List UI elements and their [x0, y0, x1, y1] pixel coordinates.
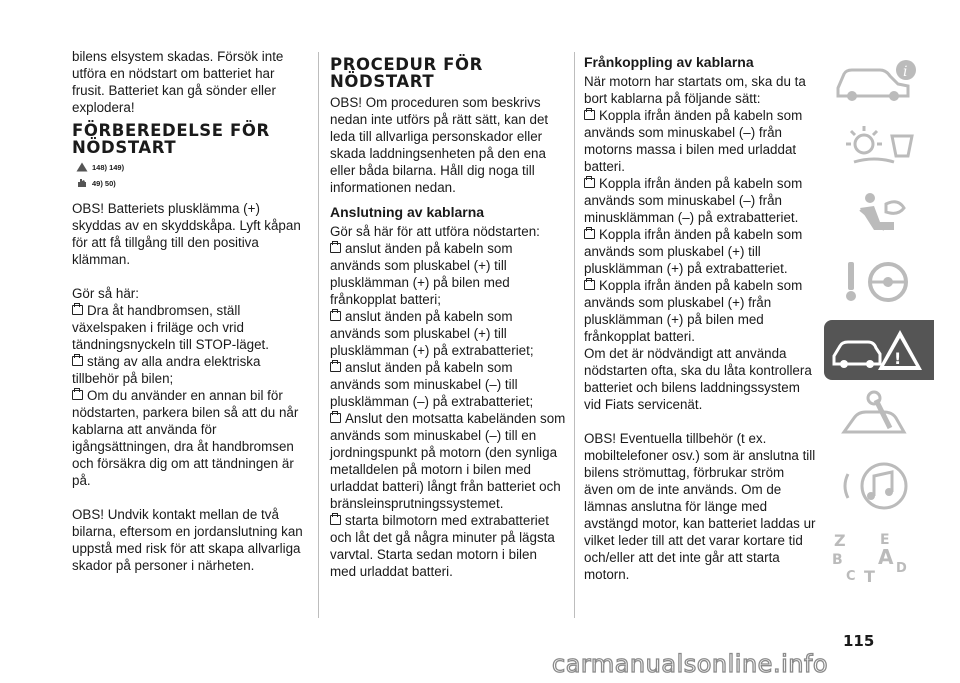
index-letter-t: T	[864, 567, 875, 584]
bullet-icon	[72, 356, 83, 366]
index-letter-d: D	[896, 561, 907, 576]
bullet-item: Anslut den motsatta kabeländen som används som minuskabel (–) till en jordningspunkt på motorn (den synliga metalldelen på motorn i bilen med urladdat batteri) långt från batteriet och bränsleinsprutningssystemet.	[330, 411, 566, 511]
bullet-icon	[584, 178, 595, 188]
bullet-item: starta bilmotorn med extrabatteriet och låt det gå några minuter på lägsta varvtal. Starta sedan motorn i bilen med urladdat batteri.	[330, 513, 555, 579]
tab-dashboard-lights[interactable]	[824, 116, 934, 176]
instruction-lead: När motorn har startats om, ska du ta bort kablarna på följande sätt:	[584, 74, 806, 106]
column-divider	[574, 52, 575, 618]
intro-paragraph: bilens elsystem skadas. Försök inte utföra en nödstart om batteriet har frusit. Batteriet kan gå sönder eller explodera!	[72, 49, 284, 115]
index-letter-a: A	[878, 545, 894, 569]
car-info-icon	[824, 48, 934, 108]
warning-numbers: 148) 149)	[92, 162, 125, 172]
tab-multimedia[interactable]	[824, 456, 934, 516]
index-letter-b: B	[832, 552, 843, 568]
subsection-heading: Anslutning av kablarna	[330, 204, 485, 220]
index-letter-e: E	[880, 532, 890, 548]
column-1	[72, 48, 310, 574]
page-number: 115	[843, 632, 875, 650]
tab-emergency[interactable]	[824, 320, 934, 380]
bullet-icon	[584, 110, 595, 120]
tab-index[interactable]	[824, 524, 934, 584]
wrench-car-icon	[824, 388, 934, 448]
index-letter-z: Z	[834, 531, 846, 550]
chapter-sidebar	[824, 48, 934, 592]
svg-text:!: !	[894, 349, 902, 368]
bullet-item: Om du använder en annan bil för nödstarten, parkera bilen så att du når kablarna att använda för igångsättningen, dra åt handbromsen och försäkra dig om att tändningen är på.	[72, 388, 299, 488]
obs-note: OBS! Undvik kontakt mellan de två bilarna, eftersom en jordanslutning kan uppstå med risk för att skapa allvarliga skador på personer i närheten.	[72, 507, 303, 573]
dashboard-lights-icon	[824, 116, 934, 176]
bullet-item: Koppla ifrån änden på kabeln som används som pluskabel (+) till plusklämman (+) på extrabatteriet.	[584, 227, 803, 276]
bullet-icon	[330, 362, 341, 372]
column-3	[584, 48, 816, 583]
warning-triangle-icon	[76, 162, 88, 172]
obs-note: OBS! Om proceduren som beskrivs nedan inte utförs på rätt sätt, kan det leda till allvarliga personskador eller skada laddningsenheten på den ena eller båda bilarna. Håll dig noga till informationen nedan.	[330, 95, 549, 195]
tab-maintenance[interactable]	[824, 388, 934, 448]
bullet-icon	[72, 305, 83, 315]
steering-wheel-key-icon	[824, 252, 934, 312]
bullet-icon	[584, 280, 595, 290]
bullet-icon	[72, 390, 83, 400]
tab-safety[interactable]	[824, 184, 934, 244]
section-heading: FÖRBEREDELSE FÖR NÖDSTART	[72, 121, 270, 157]
bullet-item: anslut änden på kabeln som används som pluskabel (+) till plusklämman (+) på bilen med frånkopplat batteri;	[330, 241, 513, 307]
caution-numbers: 49) 50)	[92, 178, 116, 188]
bullet-icon	[330, 311, 341, 321]
bullet-item: anslut änden på kabeln som används som pluskabel (+) till plusklämman (+) på extrabatteriet;	[330, 309, 534, 358]
caution-hand-icon	[76, 178, 88, 188]
obs-note: OBS! Batteriets plusklämma (+) skyddas av en skyddskåpa. Lyft kåpan för att få tillgång till den positiva klämman.	[72, 201, 301, 267]
bullet-icon	[330, 243, 341, 253]
music-phone-icon	[824, 456, 934, 516]
tab-car-info[interactable]	[824, 48, 934, 108]
bullet-item: Koppla ifrån änden på kabeln som används som minuskabel (–) från motorns massa i bilen med urladdat batteri.	[584, 108, 803, 174]
instruction-lead: Gör så här för att utföra nödstarten:	[330, 224, 540, 239]
tab-starting-driving[interactable]	[824, 252, 934, 312]
index-letter-c: C	[846, 569, 856, 584]
section-heading: PROCEDUR FÖR NÖDSTART	[330, 55, 483, 91]
column-2	[330, 48, 566, 580]
bullet-icon	[584, 229, 595, 239]
bullet-icon	[330, 515, 341, 525]
bullet-item: Dra åt handbromsen, ställ växelspaken i friläge och vrid tändningsnyckeln till STOP-läget.	[72, 303, 269, 352]
alphabet-index-icon	[824, 524, 934, 584]
car-warning-triangle-icon	[824, 320, 934, 380]
bullet-icon	[330, 413, 341, 423]
bullet-item: stäng av alla andra elektriska tillbehör på bilen;	[72, 354, 261, 386]
caution-ref	[76, 176, 310, 190]
svg-text:i: i	[903, 64, 908, 80]
instruction-lead: Gör så här:	[72, 286, 139, 301]
bullet-item: Koppla ifrån änden på kabeln som används som minuskabel (–) från minusklämman (–) på extrabatteriet.	[584, 176, 803, 225]
column-divider	[318, 52, 319, 618]
subsection-heading: Frånkoppling av kablarna	[584, 54, 754, 70]
body-paragraph: Om det är nödvändigt att använda nödstarten ofta, ska du låta kontrollera batteriet och bilens laddningssystem vid Fiats servicenät.	[584, 346, 812, 412]
bullet-item: Koppla ifrån änden på kabeln som används som pluskabel (+) från plusklämman (+) på bilen med frånkopplat batteri.	[584, 278, 803, 344]
watermark: carmanualsonline.info	[552, 650, 829, 678]
bullet-item: anslut änden på kabeln som används som minuskabel (–) till plusklämman (–) på extrabatteriet;	[330, 360, 534, 409]
seat-airbag-icon	[824, 184, 934, 244]
obs-note: OBS! Eventuella tillbehör (t ex. mobiltelefoner osv.) som är anslutna till bilens strömuttag, förbrukar ström även om de inte används. Om de lämnas anslutna för länge med avstängd motor, kan batteriet laddas ur vilket leder till att det varar kortare tid och/eller att det inte går att starta motorn.	[584, 431, 816, 582]
warning-ref	[76, 160, 310, 174]
